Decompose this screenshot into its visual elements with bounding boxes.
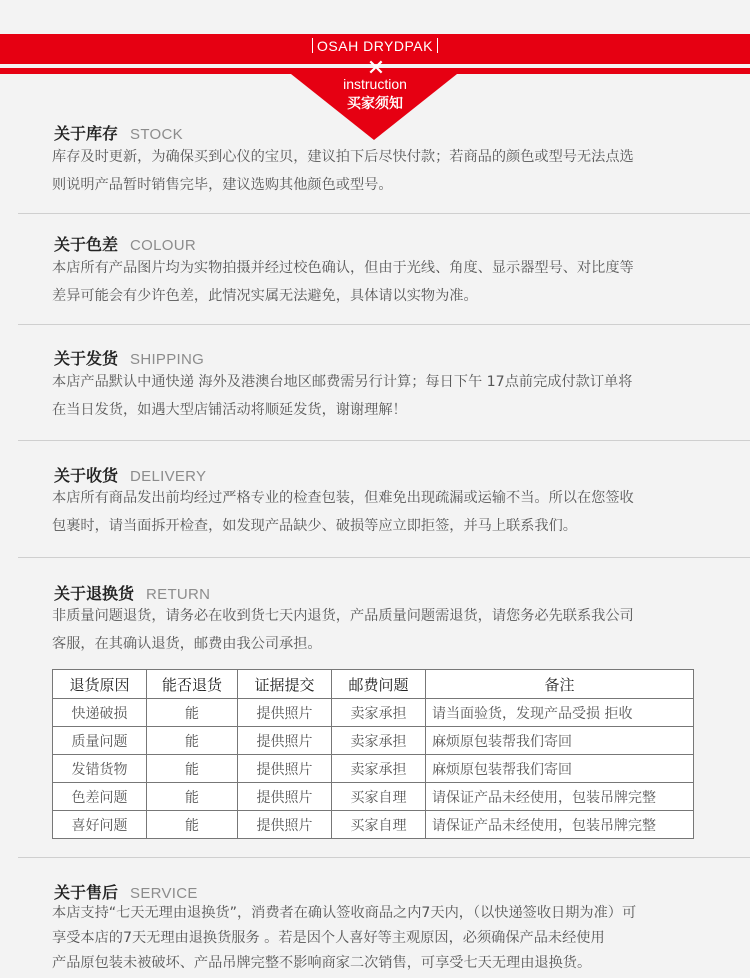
cell-reason: 喜好问题	[53, 811, 147, 839]
table-row	[53, 727, 694, 755]
section-divider	[18, 857, 750, 858]
cell-returnable: 能	[147, 783, 238, 811]
cell-reason: 快递破损	[53, 699, 147, 727]
table-header-row	[53, 670, 694, 699]
section-title: 关于色差 COLOUR	[54, 235, 196, 254]
cell-postage: 买家自理	[332, 783, 426, 811]
table-row	[53, 783, 694, 811]
cell-returnable: 能	[147, 755, 238, 783]
section-text: 库存及时更新，为确保买到心仪的宝贝，建议拍下后尽快付款；若商品的颜色或型号无法点选 则说明产品暂时销售完毕，建议选购其他颜色或型号。	[52, 149, 634, 193]
section-text: 本店产品默认中通快递 海外及港澳台地区邮费需另行计算；每日下午 17点前完成付款订单将 在当日发货，如遇大型店铺活动将顺延发货，谢谢理解！	[52, 374, 633, 418]
cell-returnable: 能	[147, 811, 238, 839]
cell-evidence: 提供照片	[238, 727, 332, 755]
section-divider	[18, 213, 750, 214]
section-divider	[18, 324, 750, 325]
section-divider	[18, 440, 750, 441]
banner-subtitle-en: instruction	[343, 76, 407, 92]
section-text: 本店支持“七天无理由退换货”，消费者在确认签收商品之内7天内，（以快递签收日期为准）可 享受本店的7天无理由退换货服务 。若是因个人喜好等主观原因，必须确保产品未经使用 产品原包装未被破坏、产品吊牌完整不影响商家二次销售，可享受七天无理由退换货。	[52, 905, 637, 971]
section-text: 本店所有产品图片均为实物拍摄并经过校色确认，但由于光线、角度、显示器型号、对比度等 差异可能会有少许色差，此情况实属无法避免，具体请以实物为准。	[52, 260, 634, 304]
banner-subtitle-cn: 买家须知	[347, 96, 403, 112]
cell-evidence: 提供照片	[238, 699, 332, 727]
cell-evidence: 提供照片	[238, 811, 332, 839]
cell-postage: 卖家承担	[332, 755, 426, 783]
table-row	[53, 811, 694, 839]
table-row	[53, 755, 694, 783]
header-evidence: 证据提交	[238, 670, 332, 699]
table-row	[53, 699, 694, 727]
cell-postage: 买家自理	[332, 811, 426, 839]
cell-reason: 质量问题	[53, 727, 147, 755]
header-notes: 备注	[426, 670, 694, 699]
cell-postage: 卖家承担	[332, 727, 426, 755]
cell-evidence: 提供照片	[238, 755, 332, 783]
returns-table	[52, 669, 694, 839]
cell-notes: 请当面验货，发现产品受损 拒收	[426, 699, 694, 727]
section-title: 关于退换货 RETURN	[54, 584, 211, 603]
cell-reason: 发错货物	[53, 755, 147, 783]
cell-returnable: 能	[147, 699, 238, 727]
cross-icon: ✕	[366, 56, 386, 81]
cell-returnable: 能	[147, 727, 238, 755]
cell-notes: 麻烦原包装帮我们寄回	[426, 727, 694, 755]
section-text: 本店所有商品发出前均经过严格专业的检查包装，但难免出现疏漏或运输不当。所以在您签收 包裹时，请当面拆开检查，如发现产品缺少、破损等应立即拒签，并马上联系我们。	[52, 490, 634, 534]
cell-notes: 请保证产品未经使用，包装吊牌完整	[426, 783, 694, 811]
section-title: 关于收货 DELIVERY	[54, 466, 207, 485]
header-reason: 退货原因	[53, 670, 147, 699]
section-title: 关于发货 SHIPPING	[54, 349, 205, 368]
header-postage: 邮费问题	[332, 670, 426, 699]
section-title: 关于售后 SERVICE	[54, 883, 198, 902]
section-title: 关于库存 STOCK	[54, 124, 183, 143]
section-text: 非质量问题退货，请务必在收到货七天内退货，产品质量问题需退货，请您务必先联系我公司 客服，在其确认退货，邮费由我公司承担。	[52, 608, 634, 652]
cell-evidence: 提供照片	[238, 783, 332, 811]
brand-name: OSAH DRYDPAK	[0, 38, 750, 54]
cell-notes: 请保证产品未经使用，包装吊牌完整	[426, 811, 694, 839]
cell-postage: 卖家承担	[332, 699, 426, 727]
header-returnable: 能否退货	[147, 670, 238, 699]
section-divider	[18, 557, 750, 558]
cell-reason: 色差问题	[53, 783, 147, 811]
cell-notes: 麻烦原包装帮我们寄回	[426, 755, 694, 783]
